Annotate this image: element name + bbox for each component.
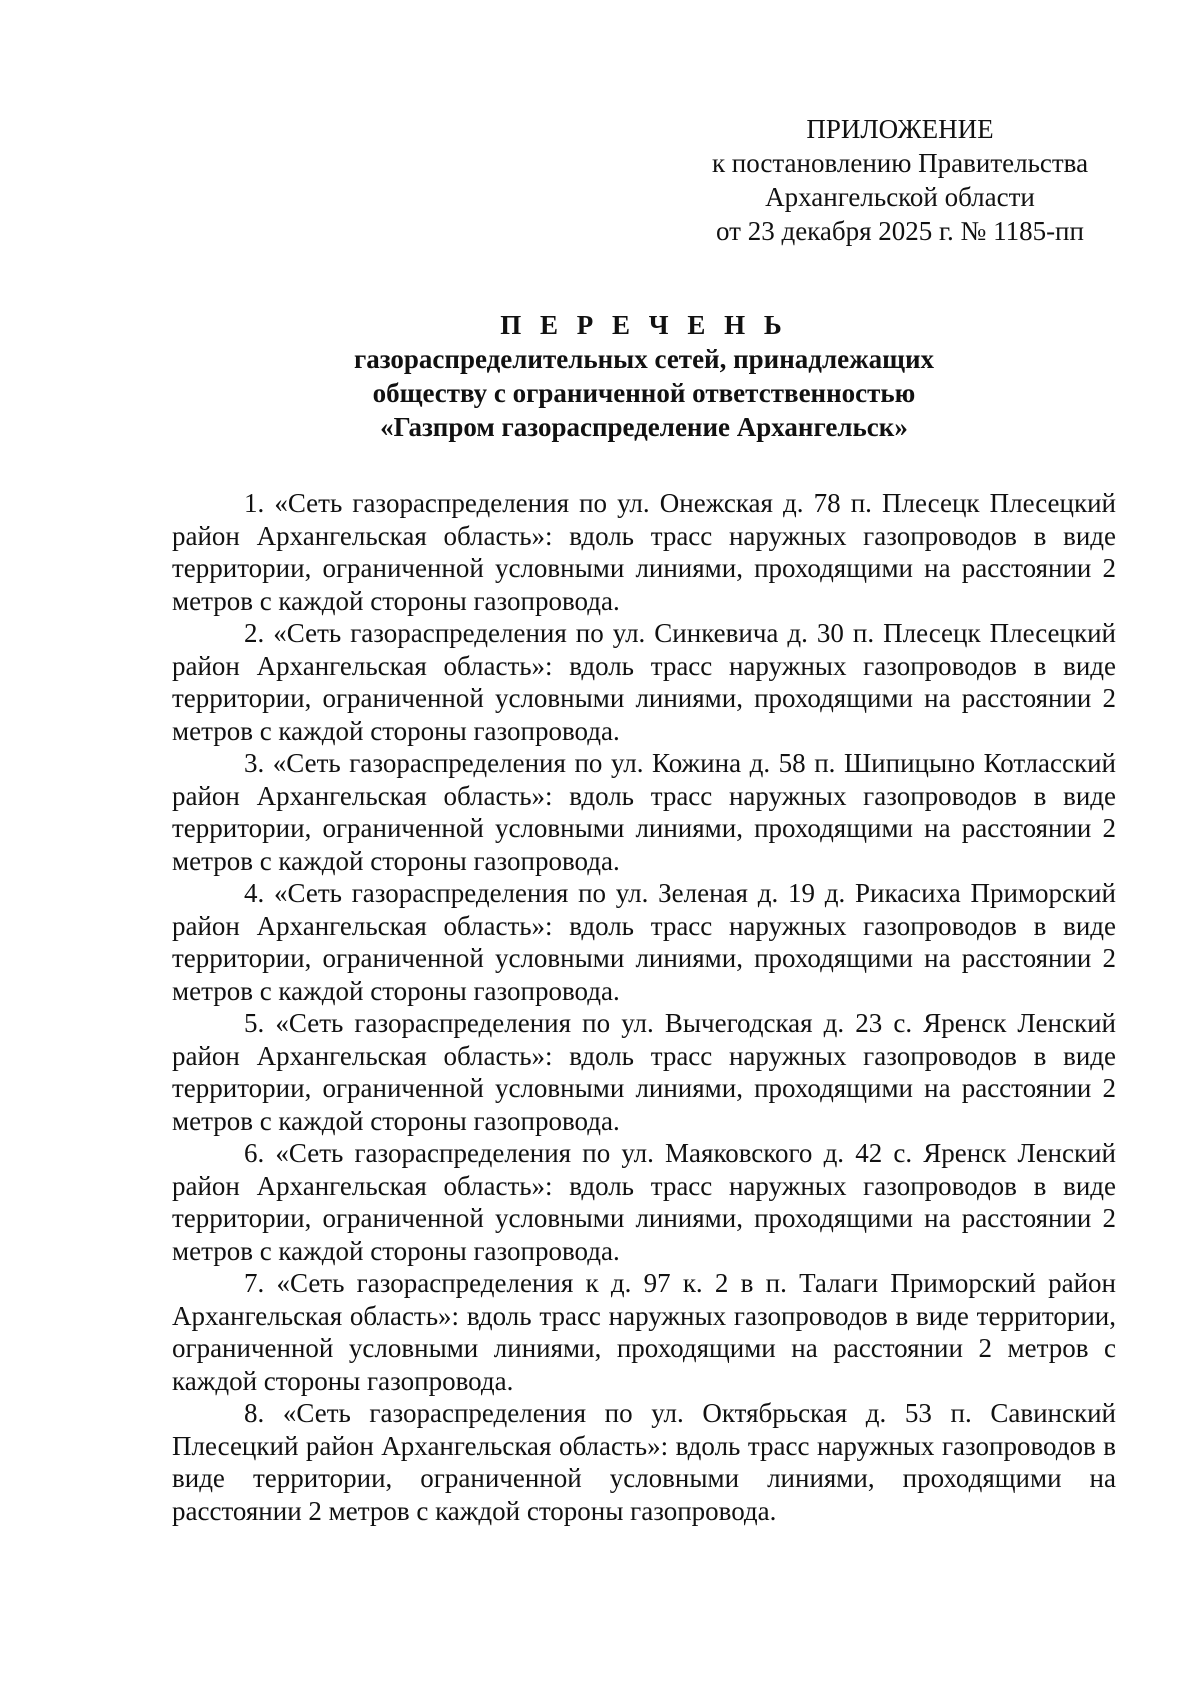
appendix-date-number: от 23 декабря 2025 г. № 1185-пп bbox=[716, 216, 1084, 246]
title-main: П Е Р Е Ч Е Н Ь bbox=[500, 310, 788, 340]
list-item: 2. «Сеть газораспределения по ул. Синкевича д. 30 п. Плесецк Плесецкий район Архангельская область»: вдоль трасс наружных газопроводов в виде территории, ограниченной условными линиями, проходящими на расстоянии 2 метров с каждой стороны газопровода. bbox=[172, 618, 1116, 746]
list-item: 3. «Сеть газораспределения по ул. Кожина д. 58 п. Шипицыно Котласский район Архангельская область»: вдоль трасс наружных газопроводов в виде территории, ограниченной условными линиями, проходящими на расстоянии 2 метров с каждой стороны газопровода. bbox=[172, 748, 1116, 876]
document-title bbox=[172, 308, 1116, 444]
list-item: 8. «Сеть газораспределения по ул. Октябрьская д. 53 п. Савинский Плесецкий район Архангельская область»: вдоль трасс наружных газопроводов в виде территории, ограниченной условными линиями, проходящими на расстоянии 2 метров с каждой стороны газопровода. bbox=[172, 1398, 1116, 1526]
list-item: 1. «Сеть газораспределения по ул. Онежская д. 78 п. Плесецк Плесецкий район Архангельская область»: вдоль трасс наружных газопроводов в виде территории, ограниченной условными линиями, проходящими на расстоянии 2 метров с каждой стороны газопровода. bbox=[172, 488, 1116, 616]
title-subtitle-line-1: газораспределительных сетей, принадлежащих bbox=[353, 344, 935, 374]
title-subtitle-line-2: обществу с ограниченной ответственностью bbox=[372, 378, 916, 408]
list-item: 6. «Сеть газораспределения по ул. Маяковского д. 42 с. Яренск Ленский район Архангельская область»: вдоль трасс наружных газопроводов в виде территории, ограниченной условными линиями, проходящими на расстоянии 2 метров с каждой стороны газопровода. bbox=[172, 1138, 1116, 1266]
title-subtitle-line-3: «Газпром газораспределение Архангельск» bbox=[380, 412, 908, 442]
appendix-region-line: Архангельской области bbox=[765, 182, 1035, 212]
list-item: 4. «Сеть газораспределения по ул. Зеленая д. 19 д. Рикасиха Приморский район Архангельская область»: вдоль трасс наружных газопроводов в виде территории, ограниченной условными линиями, проходящими на расстоянии 2 метров с каждой стороны газопровода. bbox=[172, 878, 1116, 1006]
appendix-resolution-line: к постановлению Правительства bbox=[711, 148, 1089, 178]
network-list bbox=[172, 487, 1116, 1527]
list-item: 5. «Сеть газораспределения по ул. Вычегодская д. 23 с. Яренск Ленский район Архангельская область»: вдоль трасс наружных газопроводов в виде территории, ограниченной условными линиями, проходящими на расстоянии 2 метров с каждой стороны газопровода. bbox=[172, 1008, 1116, 1136]
appendix-header bbox=[680, 112, 1120, 248]
appendix-label: ПРИЛОЖЕНИЕ bbox=[806, 114, 994, 144]
list-item: 7. «Сеть газораспределения к д. 97 к. 2 в п. Талаги Приморский район Архангельская область»: вдоль трасс наружных газопроводов в виде территории, ограниченной условными линиями, проходящими на расстоянии 2 метров с каждой стороны газопровода. bbox=[172, 1268, 1116, 1396]
